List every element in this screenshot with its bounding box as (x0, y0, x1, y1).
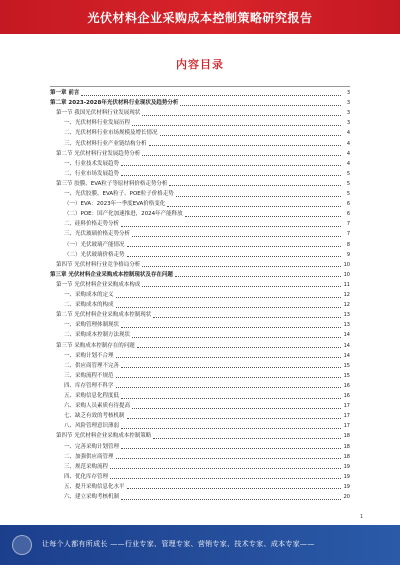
toc-entry-page: 12 (343, 292, 350, 298)
toc-subsection-entry[interactable] (50, 332, 350, 339)
toc-entry-title: 五、提升采购信息化水平 (64, 483, 125, 490)
header-banner (0, 0, 400, 34)
toc-entry-title: 第一章 前言 (50, 90, 80, 96)
dot-leader (116, 387, 341, 388)
toc-entry-title: （一）光伏玻璃产能情况 (64, 241, 125, 248)
toc-entry-page: 10 (343, 261, 350, 268)
report-title: 光伏材料企业采购成本控制策略研究报告 (87, 11, 313, 25)
toc-entry-title: 六、采购人员素质有待提高 (64, 403, 131, 410)
toc-entry-title: 五、采购信息化程度低 (64, 393, 120, 399)
toc-entry-title: 八、风险管理意识薄弱 (64, 423, 120, 430)
toc-subsection-entry[interactable] (50, 393, 350, 400)
toc-entry-page: 18 (343, 433, 350, 440)
toc-section-entry[interactable] (50, 181, 350, 188)
toc-subsection-entry[interactable] (50, 322, 350, 329)
toc-entry-title: 二、光伏材料行业市场规模及增长情况 (64, 130, 158, 137)
toc-entry-title: 一、行业技术发展趋势 (64, 160, 120, 167)
dot-leader (121, 448, 341, 449)
dot-leader (137, 347, 341, 348)
toc-entry-title: 第二章 2023-2028年光伏材料行业现状及趋势分析 (50, 100, 179, 107)
toc-entry-page: 8 (346, 241, 350, 248)
toc-entry-page: 17 (343, 413, 350, 420)
toc-entry-title: 二、供应商管理不完善 (64, 362, 120, 369)
page-number: 1 (360, 514, 364, 520)
toc-entry-page: 9 (346, 251, 350, 258)
toc-subsection-entry[interactable] (50, 373, 350, 380)
toc-subsection-entry[interactable] (50, 120, 350, 127)
dot-leader (116, 458, 341, 459)
toc-entry-page: 3 (346, 90, 350, 96)
table-of-contents (50, 86, 350, 506)
toc-subsection-entry[interactable] (50, 231, 350, 238)
toc-section-entry[interactable] (50, 282, 350, 289)
dot-leader (180, 105, 341, 106)
dot-leader (132, 125, 341, 126)
toc-subsection-entry[interactable] (50, 292, 350, 299)
dot-leader (132, 236, 341, 237)
dot-leader (169, 185, 341, 186)
toc-subsection-entry[interactable] (50, 423, 350, 430)
toc-entry-page: 18 (343, 453, 350, 460)
toc-chapter-entry[interactable] (50, 272, 350, 279)
dot-leader (142, 266, 341, 267)
toc-subsection-entry[interactable] (50, 161, 350, 168)
toc-entry-title: 第二节 光伏材料企业采购成本控制现状 (56, 312, 152, 319)
toc-entry-page: 20 (343, 494, 350, 500)
dot-leader (116, 357, 341, 358)
dot-leader (132, 337, 341, 338)
toc-subsection-entry[interactable] (50, 474, 350, 481)
logo-icon (12, 535, 32, 555)
toc-entry-title: 第四节 光伏材料行业竞争格局分析 (56, 261, 141, 268)
toc-entry-page: 4 (346, 150, 350, 157)
dot-leader (121, 367, 341, 368)
toc-entry-title: 二、采购成本的构成 (64, 302, 114, 309)
dot-leader (116, 297, 341, 298)
toc-subsection-entry[interactable] (50, 171, 350, 178)
toc-subsection-entry[interactable] (50, 211, 350, 218)
toc-section-entry[interactable] (50, 110, 350, 117)
toc-entry-title: 二、加强供应商管理 (64, 453, 114, 460)
toc-entry-title: 四、优化库存管理 (64, 473, 109, 480)
dot-leader (121, 175, 341, 176)
toc-title: 内容目录 (176, 58, 224, 71)
dot-leader (160, 135, 341, 136)
toc-entry-title: 二、硅料价格走势分析 (64, 221, 120, 228)
toc-entry-title: 七、缺乏有效的考核机制 (64, 413, 125, 420)
toc-subsection-entry[interactable] (50, 242, 350, 249)
dot-leader (132, 408, 341, 409)
toc-chapter-entry[interactable] (50, 100, 350, 107)
toc-subsection-entry[interactable] (50, 484, 350, 491)
toc-entry-page: 4 (346, 130, 350, 137)
toc-entry-title: 一、光伏胶膜、EVA粒子、POE粒子价格走势 (64, 191, 174, 197)
toc-subsection-entry[interactable] (50, 363, 350, 370)
toc-entry-page: 7 (346, 221, 350, 228)
toc-subsection-entry[interactable] (50, 141, 350, 148)
dot-leader (175, 276, 341, 277)
toc-entry-page: 6 (346, 201, 350, 208)
toc-entry-page: 5 (346, 191, 350, 197)
toc-entry-page: 4 (346, 160, 350, 167)
toc-entry-page: 19 (343, 483, 350, 490)
toc-subsection-entry[interactable] (50, 191, 350, 198)
toc-section-entry[interactable] (50, 262, 350, 269)
toc-entry-title: 一、完善采购计划管理 (64, 443, 120, 450)
toc-entry-title: 四、库存管理不科学 (64, 382, 114, 389)
toc-entry-title: （二）光伏玻璃价格走势 (64, 251, 125, 258)
toc-section-entry[interactable] (50, 312, 350, 319)
dot-leader (81, 95, 341, 96)
toc-entry-page: 16 (343, 382, 350, 389)
toc-entry-page: 14 (343, 332, 350, 339)
toc-subsection-entry[interactable] (50, 383, 350, 390)
dot-leader (121, 428, 341, 429)
dot-leader (142, 286, 341, 287)
toc-entry-title: 第三节 胶膜、EVA粒子等原材料价格走势分析 (56, 180, 168, 187)
dot-leader (127, 418, 341, 419)
dot-leader (121, 398, 341, 399)
toc-subsection-entry[interactable] (50, 252, 350, 259)
dot-leader (110, 468, 341, 469)
toc-entry-page: 3 (346, 120, 350, 127)
toc-subsection-entry[interactable] (50, 464, 350, 471)
toc-entry-page: 11 (343, 281, 350, 288)
toc-subsection-entry[interactable] (50, 353, 350, 360)
toc-entry-title: 三、采购流程不规范 (64, 372, 114, 379)
dot-leader (116, 307, 341, 308)
toc-subsection-entry[interactable] (50, 454, 350, 461)
toc-entry-page: 13 (343, 322, 350, 329)
toc-subsection-entry[interactable] (50, 221, 350, 228)
toc-subsection-entry[interactable] (50, 494, 350, 501)
toc-entry-page: 18 (343, 443, 350, 450)
toc-subsection-entry[interactable] (50, 444, 350, 451)
toc-entry-page: 17 (343, 423, 350, 430)
dot-leader (121, 327, 341, 328)
dot-leader (127, 256, 341, 257)
toc-entry-page: 15 (343, 362, 350, 369)
toc-entry-title: 六、建立采购考核机制 (64, 494, 120, 500)
dot-leader (121, 499, 341, 500)
toc-entry-page: 12 (343, 302, 350, 309)
toc-entry-title: 第二节 光伏材料行业发展趋势分析 (56, 150, 141, 157)
toc-entry-title: 第一节 光伏材料企业采购成本构成 (56, 281, 141, 288)
dot-leader (127, 488, 341, 489)
toc-entry-title: 第三章 光伏材料企业采购成本控制现状及存在问题 (50, 271, 173, 278)
toc-entry-title: （一）EVA：2023年一季度EVA价格变化 (64, 201, 166, 208)
dot-leader (116, 377, 341, 378)
dot-leader (121, 226, 341, 227)
toc-entry-page: 5 (346, 180, 350, 187)
footer-banner (0, 525, 400, 565)
dot-leader (153, 317, 341, 318)
toc-entry-title: 三、规范采购流程 (64, 463, 109, 470)
toc-subsection-entry[interactable] (50, 413, 350, 420)
toc-entry-title: （二）POE：国产化加速推进，2024年产能释放 (64, 211, 183, 218)
toc-entry-title: 一、采购计划不合理 (64, 352, 114, 359)
toc-section-entry[interactable] (50, 433, 350, 440)
dot-leader (153, 438, 341, 439)
toc-entry-title: 一、采购成本的定义 (64, 292, 114, 298)
toc-entry-title: 二、行业市场发展趋势 (64, 170, 120, 177)
toc-entry-page: 3 (346, 100, 350, 107)
toc-entry-title: 一、采购管理体制现状 (64, 322, 120, 329)
toc-entry-title: 第四节 光伏材料企业采购成本控制策略 (56, 433, 152, 440)
toc-entry-page: 16 (343, 393, 350, 399)
toc-section-entry[interactable] (50, 343, 350, 350)
toc-entry-title: 二、采购成本控制方法现状 (64, 332, 131, 339)
toc-entry-page: 13 (343, 312, 350, 319)
toc-entry-page: 6 (346, 211, 350, 218)
toc-entry-page: 4 (346, 140, 350, 147)
toc-subsection-entry[interactable] (50, 302, 350, 309)
toc-entry-title: 一、光伏材料行业发展历程 (64, 120, 131, 127)
dot-leader (110, 478, 341, 479)
dot-leader (167, 206, 341, 207)
dot-leader (121, 165, 341, 166)
toc-entry-page: 10 (343, 271, 350, 278)
toc-entry-title: 第一节 我国光伏材料行业发展现状 (56, 110, 141, 117)
dot-leader (149, 145, 341, 146)
toc-entry-page: 5 (346, 170, 350, 177)
toc-entry-page: 15 (343, 372, 350, 379)
toc-entry-page: 3 (346, 110, 350, 117)
toc-entry-page: 19 (343, 463, 350, 470)
toc-subsection-entry[interactable] (50, 201, 350, 208)
toc-entry-title: 三、光伏玻璃价格走势分析 (64, 231, 131, 238)
footer-slogan: 让每个人都有所成长 ——行业专家、管理专家、营销专家、技术专家、成本专家—— (42, 540, 315, 548)
toc-subsection-entry[interactable] (50, 403, 350, 410)
toc-entry-page: 17 (343, 403, 350, 410)
toc-entry-page: 7 (346, 231, 350, 238)
dot-leader (142, 155, 341, 156)
toc-entry-title: 三、光伏材料行业产业链结构分析 (64, 140, 147, 147)
dot-leader (142, 115, 341, 116)
dot-leader (185, 216, 341, 217)
toc-divider (50, 86, 350, 87)
toc-chapter-entry[interactable] (50, 90, 350, 97)
dot-leader (176, 196, 341, 197)
dot-leader (127, 246, 341, 247)
toc-entry-page: 14 (343, 342, 350, 349)
toc-entry-title: 第三节 采购成本控制存在的问题 (56, 342, 135, 349)
toc-subsection-entry[interactable] (50, 130, 350, 137)
toc-entry-page: 14 (343, 352, 350, 359)
toc-section-entry[interactable] (50, 151, 350, 158)
toc-entry-page: 19 (343, 473, 350, 480)
